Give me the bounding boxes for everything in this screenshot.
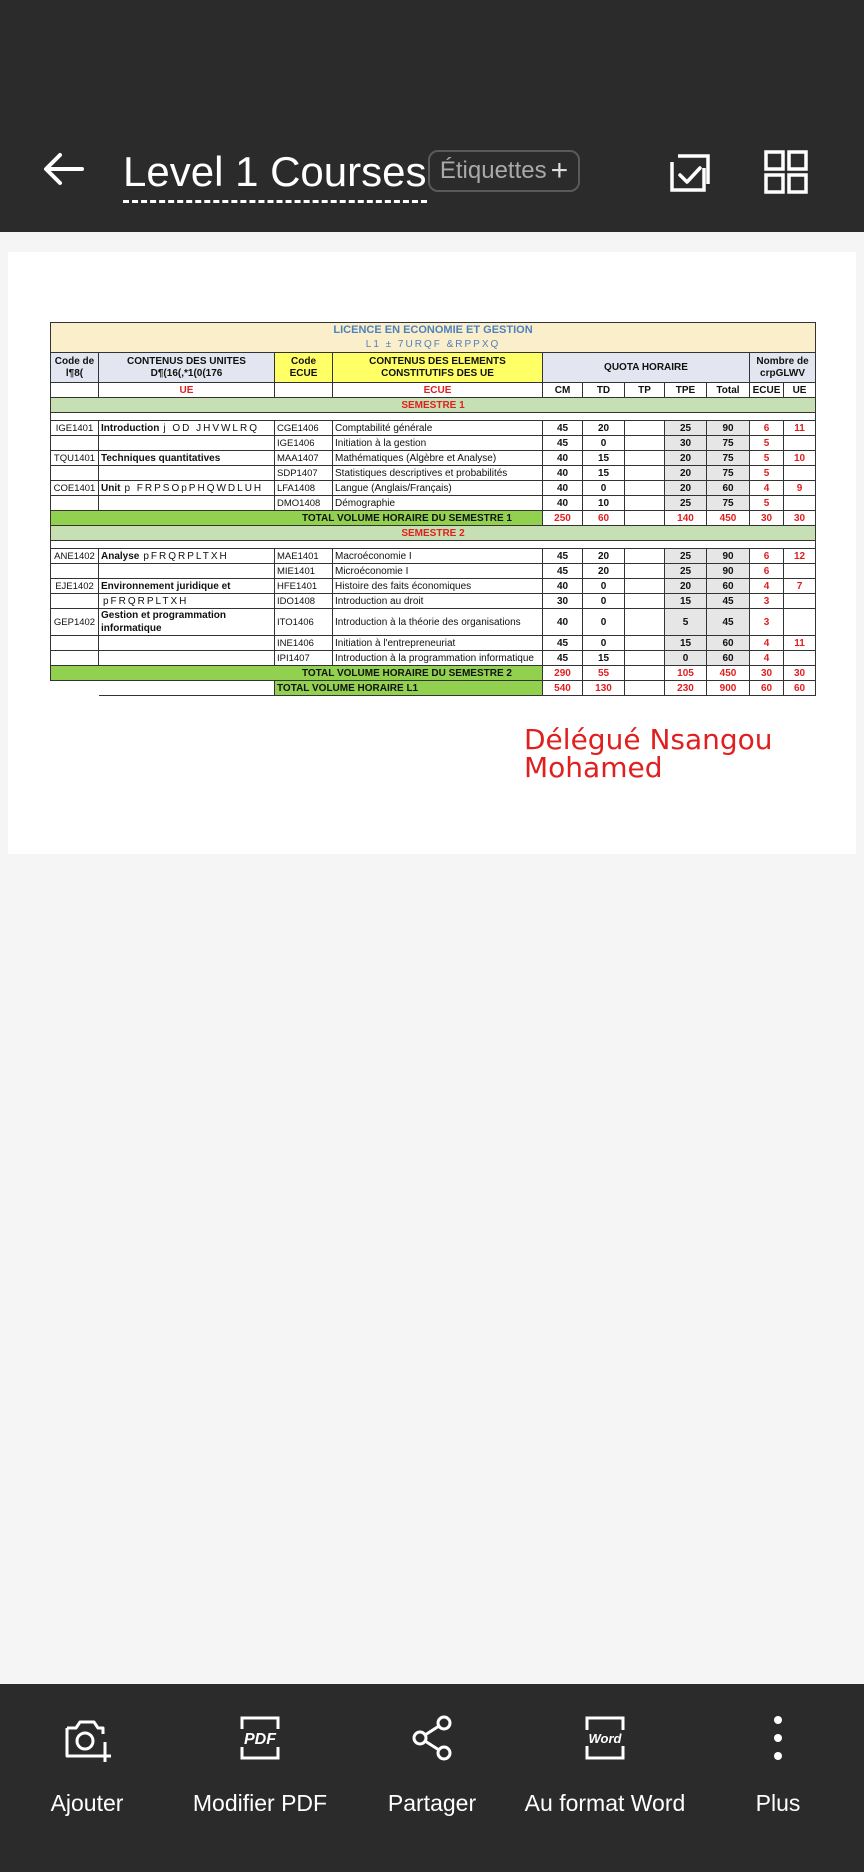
l1-total-cr-ue: 60: [784, 681, 816, 696]
cm-value: 40: [543, 451, 583, 466]
ue-code: IGE1401: [51, 421, 99, 436]
table-row: [51, 651, 816, 666]
td-value: 15: [583, 451, 625, 466]
tp-value: [625, 549, 665, 564]
tpe-value: 25: [665, 421, 707, 436]
ue-name: [99, 636, 275, 651]
sub-ecue: ECUE: [333, 383, 543, 398]
ecue-name: Microéconomie I: [333, 564, 543, 579]
td-value: 20: [583, 564, 625, 579]
tp-value: [625, 496, 665, 511]
s1-total-cr-ue: 30: [784, 511, 816, 526]
cr-ecue-value: 5: [750, 466, 784, 481]
tp-value: [625, 421, 665, 436]
ue-name-text: Introduction: [101, 422, 160, 434]
table-row: [51, 564, 816, 579]
pdf-icon: [234, 1712, 286, 1764]
more-vertical-icon: [752, 1712, 804, 1764]
s2-total-tpe: 105: [665, 666, 707, 681]
doc-title: LICENCE EN ECONOMIE ET GESTION: [51, 323, 816, 338]
total-value: 75: [707, 496, 750, 511]
tpe-value: 25: [665, 549, 707, 564]
header-quota: QUOTA HORAIRE: [543, 353, 750, 383]
ue-code: [51, 436, 99, 451]
share-button[interactable]: [366, 1684, 498, 1872]
s1-total-total: 450: [707, 511, 750, 526]
ecue-code: ITO1406: [275, 609, 333, 636]
s2-total-cr-ue: 30: [784, 666, 816, 681]
table-row: [51, 421, 816, 436]
edit-pdf-label: Modifier PDF: [192, 1790, 328, 1816]
ue-name: [99, 609, 275, 636]
table-row: [51, 594, 816, 609]
ecue-name: Introduction au droit: [333, 594, 543, 609]
ecue-name: Langue (Anglais/Français): [333, 481, 543, 496]
document-title[interactable]: Level 1 Courses: [123, 148, 427, 203]
more-button[interactable]: [722, 1684, 834, 1872]
ue-code: [51, 651, 99, 666]
sub-tpe: TPE: [665, 383, 707, 398]
cr-ue-value: [784, 594, 816, 609]
s1-total-cr-ecue: 30: [750, 511, 784, 526]
sub-total: Total: [707, 383, 750, 398]
ecue-code: HFE1401: [275, 579, 333, 594]
ue-name: [99, 436, 275, 451]
ue-name: [99, 421, 275, 436]
add-button[interactable]: [18, 1684, 156, 1872]
cm-value: 45: [543, 549, 583, 564]
total-value: 60: [707, 579, 750, 594]
cr-ecue-value: 4: [750, 636, 784, 651]
cr-ecue-value: 4: [750, 651, 784, 666]
l1-total-cr-ecue: 60: [750, 681, 784, 696]
cr-ue-value: 9: [784, 481, 816, 496]
cm-value: 40: [543, 496, 583, 511]
ue-code: EJE1402: [51, 579, 99, 594]
ue-name-text: Gestion et programmation informatique: [101, 610, 227, 634]
td-value: 0: [583, 579, 625, 594]
s2-total-td: 55: [583, 666, 625, 681]
s1-total-td: 60: [583, 511, 625, 526]
td-value: 0: [583, 481, 625, 496]
sub-cr-ecue: ECUE: [750, 383, 784, 398]
tp-value: [625, 594, 665, 609]
ue-name: [99, 549, 275, 564]
s1-total-tpe: 140: [665, 511, 707, 526]
cr-ecue-value: 3: [750, 594, 784, 609]
header-contenus-ecue: CONTENUS DES ELEMENTS CONSTITUTIFS DES UE: [333, 353, 543, 383]
cr-ecue-value: 5: [750, 496, 784, 511]
td-value: 15: [583, 651, 625, 666]
total-value: 60: [707, 636, 750, 651]
cr-ue-value: 12: [784, 549, 816, 564]
td-value: 20: [583, 549, 625, 564]
ecue-code: DMO1408: [275, 496, 333, 511]
l1-total-tp: [625, 681, 665, 696]
s2-total-total: 450: [707, 666, 750, 681]
tpe-value: 30: [665, 436, 707, 451]
share-icon: [406, 1712, 458, 1764]
tpe-value: 20: [665, 481, 707, 496]
cm-value: 40: [543, 481, 583, 496]
back-arrow-icon[interactable]: [40, 146, 86, 192]
cr-ecue-value: 6: [750, 564, 784, 579]
header-code-ecue: Code ECUE: [275, 353, 333, 383]
word-icon-text: Word: [588, 1731, 622, 1746]
cr-ecue-value: 4: [750, 579, 784, 594]
s1-total-tp: [625, 511, 665, 526]
ecue-code: IPI1407: [275, 651, 333, 666]
cr-ecue-value: 5: [750, 436, 784, 451]
ecue-code: MIE1401: [275, 564, 333, 579]
ecue-name: Démographie: [333, 496, 543, 511]
tp-value: [625, 564, 665, 579]
ue-code: [51, 466, 99, 481]
share-label: Partager: [387, 1790, 477, 1816]
ecue-code: INE1406: [275, 636, 333, 651]
cm-value: 40: [543, 579, 583, 594]
ecue-code: IGE1406: [275, 436, 333, 451]
cm-value: 40: [543, 466, 583, 481]
grid-view-icon[interactable]: [762, 148, 810, 196]
ecue-name: Introduction à la théorie des organisations: [333, 609, 543, 636]
total-value: 75: [707, 451, 750, 466]
td-value: 0: [583, 594, 625, 609]
course-table: [50, 322, 816, 696]
ue-extra-text: pFRQRPLTXH: [103, 595, 189, 607]
top-app-bar: [0, 0, 864, 232]
ecue-name: Initiation à l'entrepreneuriat: [333, 636, 543, 651]
total-value: 60: [707, 481, 750, 496]
total-value: 75: [707, 436, 750, 451]
bottom-toolbar: [0, 1684, 864, 1872]
ue-name: [99, 466, 275, 481]
total-value: 90: [707, 421, 750, 436]
ue-name-text: Unit: [101, 482, 121, 494]
ue-name: [99, 579, 275, 594]
cr-ue-value: 11: [784, 636, 816, 651]
ue-extra-text: p FRPSOpPHQWDLUH: [124, 482, 264, 494]
total-value: 45: [707, 594, 750, 609]
tp-value: [625, 609, 665, 636]
cm-value: 45: [543, 651, 583, 666]
s1-total-label: TOTAL VOLUME HORAIRE DU SEMESTRE 1: [51, 511, 543, 526]
tp-value: [625, 579, 665, 594]
cr-ue-value: [784, 609, 816, 636]
cr-ue-value: [784, 651, 816, 666]
tpe-value: 25: [665, 564, 707, 579]
ecue-name: Initiation à la gestion: [333, 436, 543, 451]
l1-total-cm: 540: [543, 681, 583, 696]
tpe-value: 20: [665, 579, 707, 594]
more-label: Plus: [755, 1790, 801, 1816]
ecue-name: Comptabilité générale: [333, 421, 543, 436]
table-row: [51, 466, 816, 481]
table-row: [51, 579, 816, 594]
table-row: [51, 549, 816, 564]
ue-code: ANE1402: [51, 549, 99, 564]
word-icon: [579, 1712, 631, 1764]
sub-td: TD: [583, 383, 625, 398]
cm-value: 45: [543, 636, 583, 651]
ecue-code: CGE1406: [275, 421, 333, 436]
semester-2-header: SEMESTRE 2: [51, 526, 816, 541]
l1-total-total: 900: [707, 681, 750, 696]
td-value: 15: [583, 466, 625, 481]
tpe-value: 20: [665, 451, 707, 466]
cm-value: 45: [543, 436, 583, 451]
cr-ecue-value: 3: [750, 609, 784, 636]
ecue-name: Macroéconomie I: [333, 549, 543, 564]
sub-ue: UE: [99, 383, 275, 398]
plus-icon: +: [550, 154, 569, 187]
header-code-ue: Code de l¶8(: [51, 353, 99, 383]
signature-line-2: Mohamed: [524, 751, 663, 784]
ue-code: COE1401: [51, 481, 99, 496]
tpe-value: 25: [665, 496, 707, 511]
cr-ue-value: [784, 436, 816, 451]
l1-total-tpe: 230: [665, 681, 707, 696]
cr-ecue-value: 4: [750, 481, 784, 496]
tpe-value: 20: [665, 466, 707, 481]
total-value: 45: [707, 609, 750, 636]
ue-code: [51, 496, 99, 511]
total-value: 60: [707, 651, 750, 666]
ue-name: [99, 651, 275, 666]
ue-name: [99, 564, 275, 579]
cr-ue-value: 10: [784, 451, 816, 466]
ue-name-text: Analyse: [101, 550, 140, 562]
cr-ecue-value: 6: [750, 421, 784, 436]
cr-ue-value: 7: [784, 579, 816, 594]
ue-extra-text: pFRQRPLTXH: [143, 550, 229, 562]
camera-add-icon: [61, 1712, 113, 1764]
cr-ecue-value: 6: [750, 549, 784, 564]
course-table-image: [50, 322, 815, 696]
cm-value: 45: [543, 421, 583, 436]
tpe-value: 15: [665, 636, 707, 651]
ecue-code: MAE1401: [275, 549, 333, 564]
td-value: 0: [583, 609, 625, 636]
tp-value: [625, 651, 665, 666]
ecue-code: SDP1407: [275, 466, 333, 481]
ue-code: TQU1401: [51, 451, 99, 466]
sub-tp: TP: [625, 383, 665, 398]
tags-button[interactable]: [428, 150, 580, 192]
edit-pdf-button[interactable]: [182, 1684, 338, 1872]
ue-name-text: Techniques quantitatives: [101, 452, 221, 464]
tp-value: [625, 466, 665, 481]
s2-total-cm: 290: [543, 666, 583, 681]
cm-value: 40: [543, 609, 583, 636]
sub-cr-ue: UE: [784, 383, 816, 398]
ecue-name: Mathématiques (Algèbre et Analyse): [333, 451, 543, 466]
semester-1-header: SEMESTRE 1: [51, 398, 816, 413]
doc-subtitle: L1 ± 7URQF &RPPXQ: [51, 338, 816, 353]
table-row: [51, 636, 816, 651]
ecue-code: IDO1408: [275, 594, 333, 609]
cr-ue-value: [784, 496, 816, 511]
tp-value: [625, 436, 665, 451]
tpe-value: 0: [665, 651, 707, 666]
table-row: [51, 436, 816, 451]
ue-name-text: Environnement juridique et: [101, 580, 231, 592]
ue-name: [99, 496, 275, 511]
s2-total-tp: [625, 666, 665, 681]
ecue-code: MAA1407: [275, 451, 333, 466]
signature-text: [524, 723, 773, 784]
ue-code: GEP1402: [51, 609, 99, 636]
sub-cm: CM: [543, 383, 583, 398]
td-value: 10: [583, 496, 625, 511]
ue-name: [99, 451, 275, 466]
ue-code: [51, 564, 99, 579]
td-value: 0: [583, 436, 625, 451]
tpe-value: 15: [665, 594, 707, 609]
total-value: 75: [707, 466, 750, 481]
l1-total-label: TOTAL VOLUME HORAIRE L1: [275, 681, 543, 696]
tpe-value: 5: [665, 609, 707, 636]
header-contenus-ue: CONTENUS DES UNITES D¶(16(,*1(0(176: [99, 353, 275, 383]
total-value: 90: [707, 564, 750, 579]
pdf-icon-text: PDF: [244, 1731, 276, 1748]
td-value: 20: [583, 421, 625, 436]
table-row: [51, 609, 816, 636]
header-nombre: Nombre de crpGLWV: [750, 353, 816, 383]
cr-ue-value: 11: [784, 421, 816, 436]
word-format-button[interactable]: [520, 1684, 690, 1872]
ue-name: [99, 481, 275, 496]
ecue-name: Histoire des faits économiques: [333, 579, 543, 594]
tags-button-label: Étiquettes: [439, 157, 547, 184]
word-format-label: Au format Word: [524, 1790, 686, 1816]
l1-total-td: 130: [583, 681, 625, 696]
s2-total-label: TOTAL VOLUME HORAIRE DU SEMESTRE 2: [51, 666, 543, 681]
table-row: [51, 451, 816, 466]
table-row: [51, 496, 816, 511]
ecue-name: Statistiques descriptives et probabilités: [333, 466, 543, 481]
ecue-name: Introduction à la programmation informatique: [333, 651, 543, 666]
ue-name: [99, 594, 275, 609]
s1-total-cm: 250: [543, 511, 583, 526]
total-value: 90: [707, 549, 750, 564]
s2-total-cr-ecue: 30: [750, 666, 784, 681]
tp-value: [625, 481, 665, 496]
ecue-code: LFA1408: [275, 481, 333, 496]
add-label: Ajouter: [50, 1790, 124, 1816]
signature-line-1: Délégué Nsangou: [524, 723, 773, 756]
select-checkbox-icon[interactable]: [664, 148, 712, 196]
td-value: 0: [583, 636, 625, 651]
cm-value: 30: [543, 594, 583, 609]
ue-extra-text: j OD JHVWLRQ: [163, 422, 259, 434]
ue-code: [51, 594, 99, 609]
cr-ecue-value: 5: [750, 451, 784, 466]
tp-value: [625, 451, 665, 466]
table-row: [51, 481, 816, 496]
cm-value: 45: [543, 564, 583, 579]
cr-ue-value: [784, 466, 816, 481]
ue-code: [51, 636, 99, 651]
tp-value: [625, 636, 665, 651]
cr-ue-value: [784, 564, 816, 579]
